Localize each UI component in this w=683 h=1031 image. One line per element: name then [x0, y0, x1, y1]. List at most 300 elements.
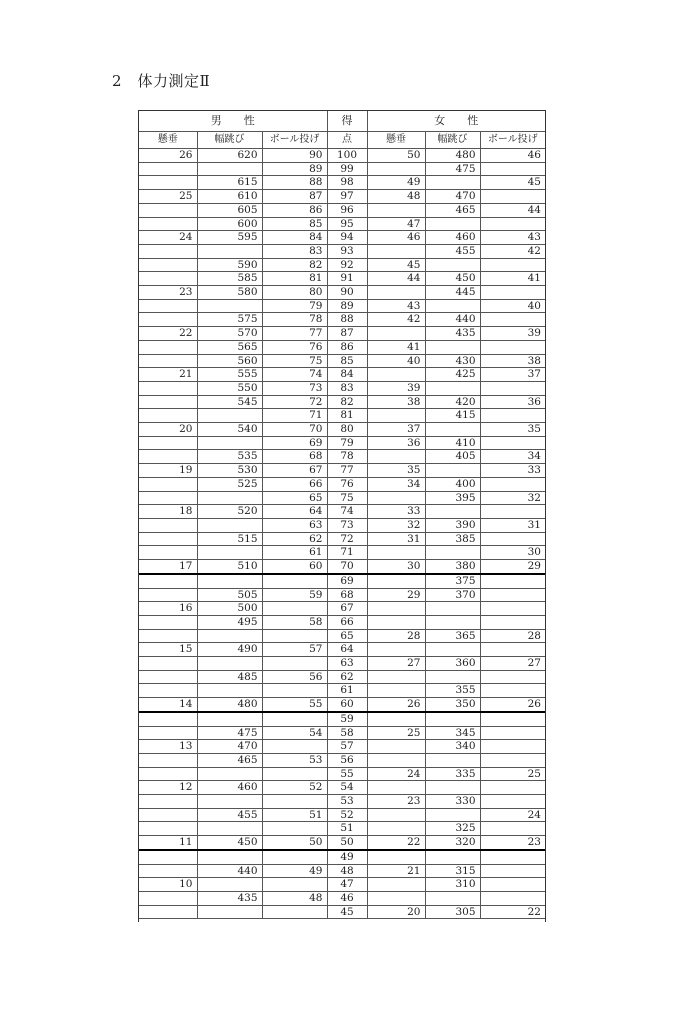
female-ball-cell [480, 217, 545, 231]
male-jump-cell [197, 657, 262, 671]
table-row [139, 491, 545, 505]
male-jump-cell [197, 162, 262, 176]
score-cell: 85 [327, 354, 367, 368]
female-ball-cell: 27 [480, 657, 545, 671]
male-hang-cell: 10 [139, 878, 197, 892]
table-row [139, 781, 545, 795]
female-ball-cell: 38 [480, 354, 545, 368]
female-jump-cell: 325 [425, 822, 480, 836]
female-hang-cell: 33 [367, 505, 425, 519]
female-jump-cell [425, 643, 480, 657]
score-cell: 54 [327, 781, 367, 795]
female-hang-cell: 46 [367, 231, 425, 245]
table-row [139, 726, 545, 740]
score-cell: 87 [327, 327, 367, 341]
female-jump-cell [425, 381, 480, 395]
score-cell: 65 [327, 629, 367, 643]
female-hang-cell [367, 602, 425, 616]
male-jump-cell: 550 [197, 381, 262, 395]
score-cell: 91 [327, 272, 367, 286]
male-jump-cell [197, 299, 262, 313]
female-hang-cell: 40 [367, 354, 425, 368]
score-table-container [138, 110, 546, 922]
male-jump-cell: 525 [197, 477, 262, 491]
female-jump-cell [425, 217, 480, 231]
male-jump-cell [197, 905, 262, 919]
female-ball-cell [480, 712, 545, 726]
header-female-hang: 懸垂 [367, 132, 425, 149]
male-hang-cell: 14 [139, 698, 197, 712]
female-hang-cell: 31 [367, 532, 425, 546]
female-ball-cell [480, 753, 545, 767]
female-jump-cell [425, 602, 480, 616]
score-cell: 49 [327, 850, 367, 864]
male-jump-cell: 580 [197, 286, 262, 300]
male-ball-cell [262, 795, 327, 809]
female-jump-cell: 430 [425, 354, 480, 368]
male-hang-cell [139, 217, 197, 231]
score-cell: 76 [327, 477, 367, 491]
male-jump-cell: 490 [197, 643, 262, 657]
female-jump-cell [425, 891, 480, 905]
female-jump-cell: 440 [425, 313, 480, 327]
female-jump-cell: 390 [425, 518, 480, 532]
male-hang-cell [139, 258, 197, 272]
male-hang-cell [139, 726, 197, 740]
female-hang-cell: 35 [367, 464, 425, 478]
table-row [139, 231, 545, 245]
male-hang-cell: 25 [139, 190, 197, 204]
female-jump-cell: 410 [425, 436, 480, 450]
male-ball-cell: 58 [262, 615, 327, 629]
male-jump-cell: 555 [197, 368, 262, 382]
male-ball-cell [262, 574, 327, 588]
female-jump-cell: 425 [425, 368, 480, 382]
score-cell: 88 [327, 313, 367, 327]
male-ball-cell: 88 [262, 176, 327, 190]
male-hang-cell [139, 657, 197, 671]
male-jump-cell: 575 [197, 313, 262, 327]
score-cell: 97 [327, 190, 367, 204]
table-row [139, 740, 545, 754]
female-jump-cell: 445 [425, 286, 480, 300]
score-cell: 77 [327, 464, 367, 478]
male-ball-cell [262, 602, 327, 616]
male-jump-cell: 520 [197, 505, 262, 519]
table-row [139, 176, 545, 190]
table-row [139, 615, 545, 629]
score-cell: 84 [327, 368, 367, 382]
table-row [139, 684, 545, 698]
female-ball-cell: 44 [480, 203, 545, 217]
score-cell: 45 [327, 905, 367, 919]
score-cell: 46 [327, 891, 367, 905]
female-ball-cell [480, 781, 545, 795]
male-jump-cell: 510 [197, 560, 262, 574]
female-hang-cell [367, 491, 425, 505]
male-ball-cell: 73 [262, 381, 327, 395]
male-hang-cell [139, 684, 197, 698]
male-ball-cell: 72 [262, 395, 327, 409]
male-jump-cell [197, 546, 262, 560]
score-cell: 56 [327, 753, 367, 767]
female-hang-cell [367, 244, 425, 258]
female-hang-cell [367, 781, 425, 795]
male-hang-cell [139, 272, 197, 286]
female-jump-cell: 475 [425, 162, 480, 176]
female-hang-cell: 25 [367, 726, 425, 740]
table-row [139, 878, 545, 892]
male-ball-cell: 50 [262, 836, 327, 850]
female-jump-cell [425, 712, 480, 726]
female-ball-cell: 31 [480, 518, 545, 532]
male-ball-cell: 66 [262, 477, 327, 491]
female-hang-cell [367, 740, 425, 754]
male-jump-cell: 495 [197, 615, 262, 629]
score-cell: 92 [327, 258, 367, 272]
female-hang-cell: 30 [367, 560, 425, 574]
table-row [139, 450, 545, 464]
male-jump-cell: 590 [197, 258, 262, 272]
score-cell: 66 [327, 615, 367, 629]
score-cell: 93 [327, 244, 367, 258]
male-hang-cell [139, 670, 197, 684]
table-row [139, 313, 545, 327]
female-ball-cell [480, 162, 545, 176]
male-jump-cell: 480 [197, 698, 262, 712]
table-row [139, 244, 545, 258]
table-row [139, 423, 545, 437]
male-jump-cell [197, 795, 262, 809]
female-jump-cell: 420 [425, 395, 480, 409]
male-hang-cell [139, 767, 197, 781]
header-male: 男 性 [139, 111, 327, 132]
score-cell: 51 [327, 822, 367, 836]
male-hang-cell: 19 [139, 464, 197, 478]
female-ball-cell: 42 [480, 244, 545, 258]
female-jump-cell [425, 615, 480, 629]
female-ball-cell [480, 822, 545, 836]
table-row [139, 149, 545, 163]
female-ball-cell [480, 615, 545, 629]
table-row [139, 532, 545, 546]
male-jump-cell: 435 [197, 891, 262, 905]
male-jump-cell: 605 [197, 203, 262, 217]
male-ball-cell [262, 878, 327, 892]
female-ball-cell: 30 [480, 546, 545, 560]
table-row [139, 560, 545, 574]
table-row [139, 354, 545, 368]
score-cell: 95 [327, 217, 367, 231]
table-row [139, 258, 545, 272]
female-ball-cell [480, 684, 545, 698]
female-ball-cell: 45 [480, 176, 545, 190]
female-jump-cell [425, 781, 480, 795]
female-jump-cell: 455 [425, 244, 480, 258]
male-ball-cell [262, 767, 327, 781]
male-jump-cell: 540 [197, 423, 262, 437]
male-jump-cell: 560 [197, 354, 262, 368]
table-row [139, 162, 545, 176]
score-cell: 80 [327, 423, 367, 437]
score-cell: 71 [327, 546, 367, 560]
female-hang-cell: 24 [367, 767, 425, 781]
female-hang-cell: 43 [367, 299, 425, 313]
header-score-top: 得 [327, 111, 367, 132]
male-jump-cell [197, 850, 262, 864]
table-row [139, 409, 545, 423]
female-ball-cell: 37 [480, 368, 545, 382]
male-jump-cell: 545 [197, 395, 262, 409]
male-jump-cell [197, 684, 262, 698]
male-hang-cell [139, 615, 197, 629]
male-ball-cell [262, 629, 327, 643]
male-hang-cell [139, 518, 197, 532]
male-jump-cell: 505 [197, 588, 262, 602]
female-jump-cell: 320 [425, 836, 480, 850]
female-hang-cell: 32 [367, 518, 425, 532]
male-ball-cell: 63 [262, 518, 327, 532]
male-hang-cell: 18 [139, 505, 197, 519]
table-row [139, 629, 545, 643]
score-cell: 83 [327, 381, 367, 395]
male-hang-cell: 11 [139, 836, 197, 850]
female-hang-cell [367, 670, 425, 684]
score-cell: 47 [327, 878, 367, 892]
female-ball-cell: 29 [480, 560, 545, 574]
male-ball-cell: 77 [262, 327, 327, 341]
female-hang-cell: 21 [367, 864, 425, 878]
score-cell: 48 [327, 864, 367, 878]
male-hang-cell [139, 436, 197, 450]
male-jump-cell: 530 [197, 464, 262, 478]
header-female-jump: 幅跳び [425, 132, 480, 149]
header-male-jump: 幅跳び [197, 132, 262, 149]
male-hang-cell [139, 588, 197, 602]
female-ball-cell [480, 409, 545, 423]
male-jump-cell [197, 518, 262, 532]
female-ball-cell: 34 [480, 450, 545, 464]
score-cell: 100 [327, 149, 367, 163]
male-ball-cell: 78 [262, 313, 327, 327]
score-cell: 52 [327, 808, 367, 822]
female-hang-cell: 29 [367, 588, 425, 602]
male-ball-cell: 84 [262, 231, 327, 245]
male-jump-cell [197, 491, 262, 505]
female-jump-cell [425, 850, 480, 864]
male-hang-cell: 22 [139, 327, 197, 341]
male-ball-cell [262, 740, 327, 754]
female-hang-cell [367, 368, 425, 382]
male-hang-cell: 24 [139, 231, 197, 245]
female-jump-cell: 480 [425, 149, 480, 163]
male-hang-cell [139, 905, 197, 919]
male-jump-cell: 500 [197, 602, 262, 616]
female-jump-cell [425, 258, 480, 272]
table-row [139, 574, 545, 588]
female-ball-cell [480, 436, 545, 450]
female-hang-cell [367, 850, 425, 864]
score-cell: 94 [327, 231, 367, 245]
male-hang-cell [139, 313, 197, 327]
table-row [139, 602, 545, 616]
female-jump-cell: 365 [425, 629, 480, 643]
male-hang-cell [139, 450, 197, 464]
female-ball-cell: 39 [480, 327, 545, 341]
male-ball-cell: 80 [262, 286, 327, 300]
table-row [139, 767, 545, 781]
table-row [139, 712, 545, 726]
table-row [139, 753, 545, 767]
male-hang-cell [139, 850, 197, 864]
male-hang-cell [139, 203, 197, 217]
female-ball-cell [480, 313, 545, 327]
female-ball-cell [480, 740, 545, 754]
score-cell: 70 [327, 560, 367, 574]
score-cell: 55 [327, 767, 367, 781]
male-hang-cell [139, 891, 197, 905]
female-jump-cell: 340 [425, 740, 480, 754]
female-jump-cell: 415 [425, 409, 480, 423]
male-jump-cell: 465 [197, 753, 262, 767]
male-ball-cell: 57 [262, 643, 327, 657]
female-ball-cell [480, 190, 545, 204]
table-row [139, 822, 545, 836]
table-row [139, 864, 545, 878]
male-ball-cell [262, 684, 327, 698]
female-jump-cell: 395 [425, 491, 480, 505]
male-ball-cell: 48 [262, 891, 327, 905]
score-cell: 64 [327, 643, 367, 657]
female-ball-cell: 40 [480, 299, 545, 313]
female-ball-cell: 43 [480, 231, 545, 245]
header-score-bottom: 点 [327, 132, 367, 149]
female-ball-cell: 25 [480, 767, 545, 781]
female-jump-cell: 345 [425, 726, 480, 740]
table-row [139, 436, 545, 450]
male-jump-cell: 455 [197, 808, 262, 822]
female-ball-cell: 32 [480, 491, 545, 505]
table-row [139, 299, 545, 313]
male-ball-cell: 56 [262, 670, 327, 684]
table-row [139, 505, 545, 519]
table-row [139, 643, 545, 657]
female-jump-cell [425, 299, 480, 313]
male-ball-cell: 82 [262, 258, 327, 272]
male-ball-cell: 90 [262, 149, 327, 163]
female-jump-cell: 305 [425, 905, 480, 919]
score-cell: 72 [327, 532, 367, 546]
male-ball-cell [262, 822, 327, 836]
score-cell: 67 [327, 602, 367, 616]
male-ball-cell: 68 [262, 450, 327, 464]
female-hang-cell [367, 615, 425, 629]
table-row [139, 464, 545, 478]
female-hang-cell: 47 [367, 217, 425, 231]
score-cell: 90 [327, 286, 367, 300]
female-jump-cell [425, 670, 480, 684]
header-row-1 [139, 111, 545, 132]
male-hang-cell [139, 629, 197, 643]
table-row [139, 588, 545, 602]
male-ball-cell: 51 [262, 808, 327, 822]
female-jump-cell [425, 808, 480, 822]
female-jump-cell: 400 [425, 477, 480, 491]
table-row [139, 546, 545, 560]
male-hang-cell: 20 [139, 423, 197, 437]
female-jump-cell: 310 [425, 878, 480, 892]
male-ball-cell: 49 [262, 864, 327, 878]
table-row [139, 272, 545, 286]
male-hang-cell: 12 [139, 781, 197, 795]
male-hang-cell: 13 [139, 740, 197, 754]
female-hang-cell [367, 286, 425, 300]
male-hang-cell [139, 395, 197, 409]
table-row [139, 657, 545, 671]
male-jump-cell: 475 [197, 726, 262, 740]
score-cell: 96 [327, 203, 367, 217]
female-hang-cell: 34 [367, 477, 425, 491]
female-jump-cell: 335 [425, 767, 480, 781]
female-hang-cell: 37 [367, 423, 425, 437]
female-hang-cell: 27 [367, 657, 425, 671]
female-jump-cell: 370 [425, 588, 480, 602]
male-ball-cell: 60 [262, 560, 327, 574]
female-hang-cell [367, 327, 425, 341]
female-hang-cell: 28 [367, 629, 425, 643]
female-hang-cell: 42 [367, 313, 425, 327]
score-cell: 86 [327, 340, 367, 354]
male-jump-cell: 440 [197, 864, 262, 878]
female-ball-cell: 28 [480, 629, 545, 643]
male-ball-cell: 85 [262, 217, 327, 231]
male-jump-cell [197, 712, 262, 726]
female-jump-cell [425, 464, 480, 478]
male-hang-cell [139, 712, 197, 726]
female-jump-cell: 470 [425, 190, 480, 204]
score-table [139, 111, 545, 919]
female-hang-cell [367, 878, 425, 892]
female-ball-cell [480, 340, 545, 354]
score-cell: 82 [327, 395, 367, 409]
female-hang-cell [367, 684, 425, 698]
female-jump-cell: 435 [425, 327, 480, 341]
male-hang-cell [139, 795, 197, 809]
female-ball-cell: 36 [480, 395, 545, 409]
score-cell: 57 [327, 740, 367, 754]
female-jump-cell [425, 546, 480, 560]
male-ball-cell: 53 [262, 753, 327, 767]
table-row [139, 808, 545, 822]
female-jump-cell: 375 [425, 574, 480, 588]
female-hang-cell [367, 450, 425, 464]
female-hang-cell [367, 574, 425, 588]
table-row [139, 190, 545, 204]
female-hang-cell: 49 [367, 176, 425, 190]
table-row [139, 217, 545, 231]
female-jump-cell [425, 753, 480, 767]
female-hang-cell: 45 [367, 258, 425, 272]
score-cell: 60 [327, 698, 367, 712]
page-title: 2 体力測定Ⅱ [112, 72, 211, 90]
female-ball-cell [480, 795, 545, 809]
male-jump-cell: 600 [197, 217, 262, 231]
score-cell: 73 [327, 518, 367, 532]
female-hang-cell [367, 546, 425, 560]
female-hang-cell [367, 753, 425, 767]
male-ball-cell [262, 657, 327, 671]
female-jump-cell: 355 [425, 684, 480, 698]
